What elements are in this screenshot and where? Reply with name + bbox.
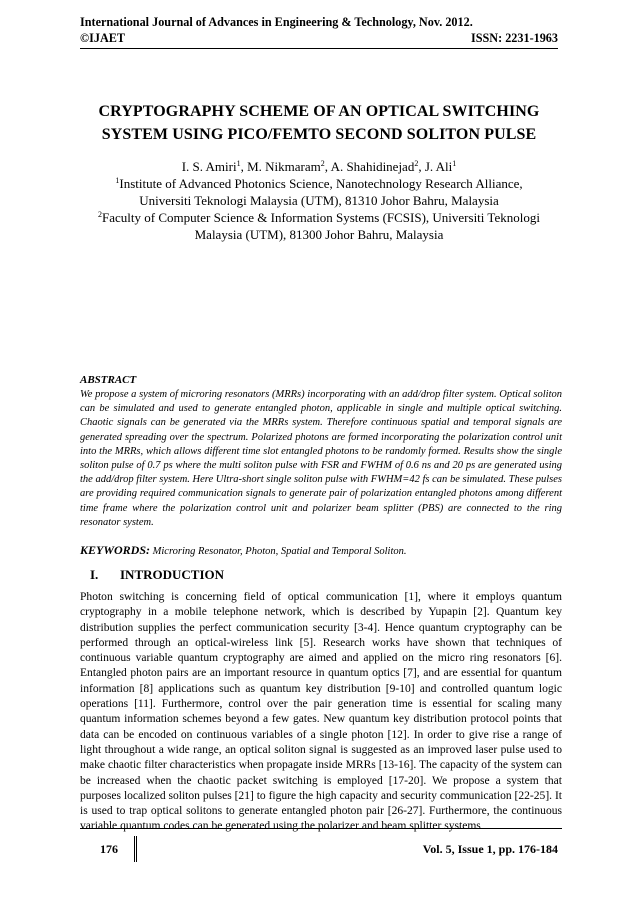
author-list: I. S. Amiri$^1$, M. Nikmaram$^2$, A. Shahidinejad$^2$, J. Ali$^1$ — [181, 159, 457, 174]
volume-info: Vol. 5, Issue 1, pp. 176-184 — [422, 842, 558, 856]
title-line-1: CRYPTOGRAPHY SCHEME OF AN OPTICAL SWITCHING — [98, 103, 540, 120]
affiliation-1-cont: Universiti Teknologi Malaysia (UTM), 81310 Johor Bahru, Malaysia — [139, 193, 499, 208]
author-name: A. Shahidinejad — [330, 159, 415, 174]
body-text: Photon switching is concerning field of optical communication [1], where it employs quantum cryptography in a mobile telephone network, which is described by Yupapin [2]. Quantum key distribution supplies the perfect communication security [3-4]. Hence quantum cryptography can be performed through an optical-wireless link [5]. Research works have shown that techniques of continuous variable quantum cryptography are aimed and applied on the micro ring resonators [6]. Entangled photon pairs are an important resource in quantum optics [7], and are essential for quantum information [8] applications such as quantum key distribution [9-10] and controlled quantum logic operations [11]. Furthermore, control over the pair generation time is essential for scaling many quantum information schemes beyond a few gates. New quantum key distribution protocol points that data can be encoded on continuous variables of a single photon [12]. In order to give rise a range of light throughout a wide range, an optical soliton signal is suggested as an improved laser pulse used to make chaotic filter characteristics when propagate inside MRRs [13-16]. The capacity of the system can be increased when the chaotic packet switching is employed [17-20]. We propose a system that purposes localized soliton pulses [21] to figure the high capacity and security communication [22-25]. It is used to trap optical solitons to generate entangled photon pair [26-27]. Furthermore, the continuous variable quantum codes can be generated using the polarizer and beam splitter systems — [80, 591, 562, 833]
author-block — [80, 158, 558, 243]
section-heading — [90, 567, 224, 583]
footer-rule — [80, 828, 562, 829]
author-name: I. S. Amiri — [181, 159, 237, 174]
issn: ISSN: 2231-1963 — [470, 31, 558, 45]
author-sup: 2 — [414, 159, 419, 168]
section-number: I. — [90, 567, 99, 582]
author-sup: 1 — [236, 159, 241, 168]
author-name: J. Ali — [424, 159, 453, 174]
keywords-text: Microring Resonator, Photon, Spatial and Temporal Soliton. — [152, 546, 407, 557]
abstract-heading: ABSTRACT — [80, 374, 137, 386]
journal-name: International Journal of Advances in Engineering & Technology, Nov. 2012. — [80, 15, 473, 29]
footer-divider — [134, 836, 137, 862]
affiliation-2-cont: Malaysia (UTM), 81300 Johor Bahru, Malaysia — [194, 227, 444, 242]
author-sup: 2 — [320, 159, 325, 168]
keywords-label: KEYWORDS: — [80, 543, 151, 557]
header-rule — [80, 48, 558, 49]
affiliation-1: $^1$Institute of Advanced Photonics Science, Nanotechnology Research Alliance, — [115, 176, 523, 191]
section-title: INTRODUCTION — [120, 567, 225, 582]
title-line-2: SYSTEM USING PICO/FEMTO SECOND SOLITON PULSE — [101, 126, 537, 143]
page-footer — [80, 834, 562, 862]
affiliation-2: $^2$Faculty of Computer Science & Information Systems (FCSIS), Universiti Teknologi — [98, 210, 540, 225]
author-name: M. Nikmaram — [247, 159, 321, 174]
publisher: ©IJAET — [80, 31, 126, 45]
running-header — [80, 14, 558, 46]
abstract-text: We propose a system of microring resonators (MRRs) incorporating with an add/drop filter system. Optical soliton can be simulated and used to generate entangled photon, applicable in single and multiple optical switching. Chaotic signals can be generated via the MRRs system. Therefore continuous spatial and temporal signals are generated spreading over the spectrum. Polarized photons are formed incorporating the polarization control unit into the MRRs, which allows different time slot entangled photons to be randomly formed. Results show the single soliton pulse of 0.7 ps where the multi soliton pulse with FSR and FWHM of 0.6 ns and 20 ps are generated using the add/drop filter system. Here Ultra-short single soliton pulse with FWHM=42 fs can be simulated. These pulses are providing required communication signals to generate pair of polarization entangled photons among different time frame where the polarization control unit and polarizer beam splitter (PBS) are connected to the ring resonator system. — [80, 389, 562, 528]
keywords — [80, 543, 562, 558]
paper-title — [80, 100, 558, 146]
author-sup: 1 — [452, 159, 457, 168]
page-number: 176 — [100, 842, 118, 856]
